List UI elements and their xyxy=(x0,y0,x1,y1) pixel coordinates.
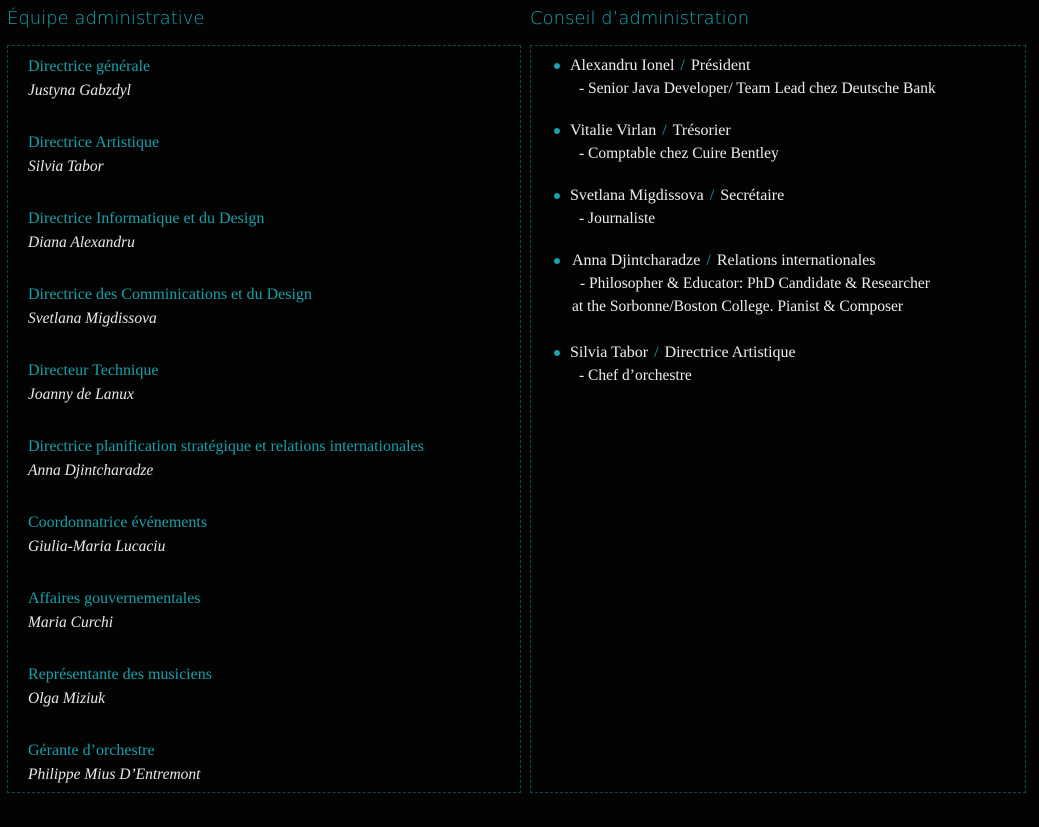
board-panel xyxy=(530,45,1026,793)
board-member xyxy=(553,119,1013,184)
staff-item xyxy=(28,360,424,436)
staff-item xyxy=(28,436,424,512)
separator: / xyxy=(654,344,659,361)
separator: / xyxy=(662,122,667,139)
staff-role: Coordonnatrice événements xyxy=(28,514,208,531)
staff-name: Diana Alexandru xyxy=(28,234,135,251)
staff-item xyxy=(28,740,424,816)
administrative-team-panel xyxy=(7,45,521,793)
staff-role: Directeur Technique xyxy=(28,362,159,379)
board-member-description: - Chef d’orchestre xyxy=(579,367,692,384)
separator: / xyxy=(709,187,715,204)
board-member-description: - Philosopher & Educator: PhD Candidate & Researcher xyxy=(580,275,930,292)
board-member-position: Secrétaire xyxy=(720,187,785,204)
board-member-name: Vitalie Virlan xyxy=(570,122,657,139)
staff-name: Silvia Tabor xyxy=(28,158,104,175)
section-title-administrative-team: Équipe administrative xyxy=(7,8,205,29)
staff-item xyxy=(28,284,424,360)
separator: / xyxy=(680,57,685,74)
staff-role: Représentante des musiciens xyxy=(28,666,212,683)
staff-name: Anna Djintcharadze xyxy=(28,462,154,479)
staff-name: Giulia-Maria Lucaciu xyxy=(28,538,166,555)
staff-item xyxy=(28,56,424,132)
staff-name: Philippe Mius D’Entremont xyxy=(28,766,201,783)
board-member xyxy=(553,341,1013,387)
board-member-description: - Journaliste xyxy=(579,210,656,227)
board-member-name: Anna Djintcharadze xyxy=(572,252,701,269)
staff-role: Directrice planification stratégique et relations internationales xyxy=(28,438,424,455)
staff-role: Affaires gouvernementales xyxy=(28,590,201,607)
section-title-board: Conseil d’administration xyxy=(530,8,750,29)
bullet-icon xyxy=(554,350,560,356)
board-member-name: Silvia Tabor xyxy=(570,344,649,361)
staff-item xyxy=(28,132,424,208)
board-member xyxy=(553,184,1013,249)
board-member-name: Alexandru Ionel xyxy=(570,57,675,74)
staff-name: Maria Curchi xyxy=(28,614,114,631)
board-member xyxy=(553,54,1013,119)
staff-name: Justyna Gabzdyl xyxy=(28,82,131,99)
board-member-position: Trésorier xyxy=(672,122,731,139)
board-member-position: Président xyxy=(690,57,751,74)
staff-item xyxy=(28,208,424,284)
staff-role: Directrice Informatique et du Design xyxy=(28,210,265,227)
separator: / xyxy=(706,252,711,269)
staff-role: Directrice générale xyxy=(28,58,151,75)
staff-name: Svetlana Migdissova xyxy=(28,310,157,327)
board-member xyxy=(553,249,1013,341)
staff-item xyxy=(28,588,424,664)
bullet-icon xyxy=(554,258,560,264)
board-member-position: Relations internationales xyxy=(716,252,876,269)
staff-role: Directrice Artistique xyxy=(28,134,160,151)
staff-list xyxy=(28,56,424,816)
bullet-icon xyxy=(554,193,560,199)
board-member-description-continued: at the Sorbonne/Boston College. Pianist & Composer xyxy=(572,298,904,315)
board-member-description: - Comptable chez Cuire Bentley xyxy=(579,145,779,162)
staff-item xyxy=(28,512,424,588)
staff-role: Directrice des Comminications et du Design xyxy=(28,286,312,303)
bullet-icon xyxy=(554,63,560,69)
board-member-name: Svetlana Migdissova xyxy=(570,187,704,204)
staff-item xyxy=(28,664,424,740)
board-member-description: - Senior Java Developer/ Team Lead chez Deutsche Bank xyxy=(579,80,936,97)
staff-name: Olga Miziuk xyxy=(28,690,106,707)
staff-name: Joanny de Lanux xyxy=(28,386,134,403)
board-list xyxy=(553,54,1013,387)
bullet-icon xyxy=(554,128,560,134)
staff-role: Gérante d’orchestre xyxy=(28,742,155,759)
board-member-position: Directrice Artistique xyxy=(664,344,796,361)
